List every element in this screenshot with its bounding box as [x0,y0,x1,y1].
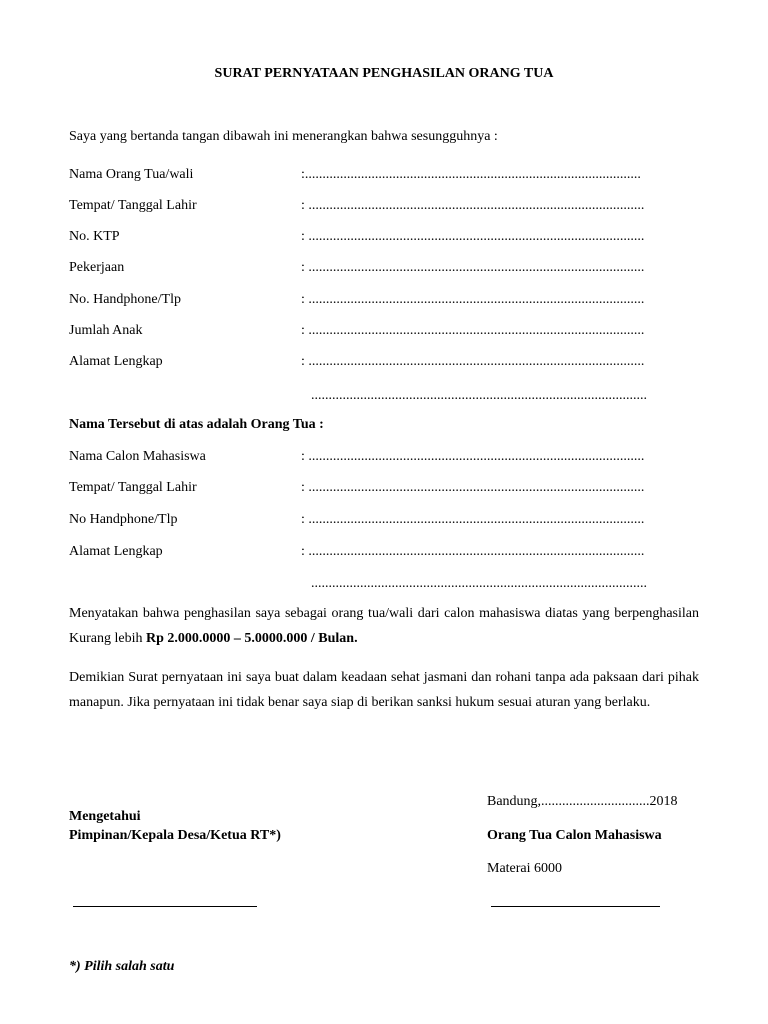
intro-text: Saya yang bertanda tangan dibawah ini menerangkan bahwa sesungguhnya : [69,129,498,144]
field-value-parent-address-cont[interactable]: ................................................................................................ [311,388,647,403]
field-label-parent-phone: No. Handphone/Tlp [69,292,181,307]
field-value-student-address-cont[interactable]: ................................................................................................ [311,576,647,591]
stamp-label: Materai 6000 [487,861,563,876]
field-label-student-name: Nama Calon Mahasiswa [69,449,206,464]
footnote: *) Pilih salah satu [69,959,175,974]
field-label-job: Pekerjaan [69,260,125,275]
field-label-children: Jumlah Anak [69,323,143,338]
section-heading-student: Nama Tersebut di atas adalah Orang Tua : [69,417,324,432]
field-value-parent-phone[interactable]: : ................................................................................................ [301,292,645,307]
left-signature-line[interactable] [73,906,257,907]
document-title: SURAT PERNYATAAN PENGHASILAN ORANG TUA [214,66,554,81]
field-value-student-birth[interactable]: : ................................................................................................ [301,480,645,495]
statement-text: Menyatakan bahwa penghasilan saya sebagai orang tua/wali dari calon mahasiswa diatas yang berpenghasilan Kurang lebih [69,606,699,646]
field-label-parent-birth: Tempat/ Tanggal Lahir [69,198,197,213]
field-label-student-phone: No Handphone/Tlp [69,512,178,527]
field-label-student-birth: Tempat/ Tanggal Lahir [69,480,197,495]
field-label-parent-address: Alamat Lengkap [69,354,163,369]
field-value-parent-birth[interactable]: : ................................................................................................ [301,198,645,213]
right-signature-line[interactable] [491,906,660,907]
place-date[interactable]: Bandung,...............................2018 [487,794,678,809]
field-value-student-name[interactable]: : ................................................................................................ [301,449,645,464]
field-value-parent-name[interactable]: :................................................................................................ [301,167,641,182]
field-label-parent-name: Nama Orang Tua/wali [69,167,194,182]
left-sign-heading: Mengetahui [69,809,141,824]
right-sign-title: Orang Tua Calon Mahasiswa [487,828,662,843]
field-label-student-address: Alamat Lengkap [69,544,163,559]
field-value-job[interactable]: : ................................................................................................ [301,260,645,275]
statement-paragraph [69,601,699,651]
field-label-ktp: No. KTP [69,229,120,244]
closing-paragraph: Demikian Surat pernyataan ini saya buat dalam keadaan sehat jasmani dan rohani tanpa ada paksaan dari pihak manapun. Jika pernyataan ini tidak benar saya siap di berikan sanksi hukum sesuai aturan yang berlaku. [69,670,699,710]
field-value-ktp[interactable]: : ................................................................................................ [301,229,645,244]
left-sign-title: Pimpinan/Kepala Desa/Ketua RT*) [69,828,281,843]
income-amount: Rp 2.000.0000 – 5.0000.000 / Bulan. [145,631,358,646]
field-value-student-address[interactable]: : ................................................................................................ [301,544,645,559]
field-value-student-phone[interactable]: : ................................................................................................ [301,512,645,527]
field-value-parent-address[interactable]: : ................................................................................................ [301,354,645,369]
field-value-children[interactable]: : ................................................................................................ [301,323,645,338]
